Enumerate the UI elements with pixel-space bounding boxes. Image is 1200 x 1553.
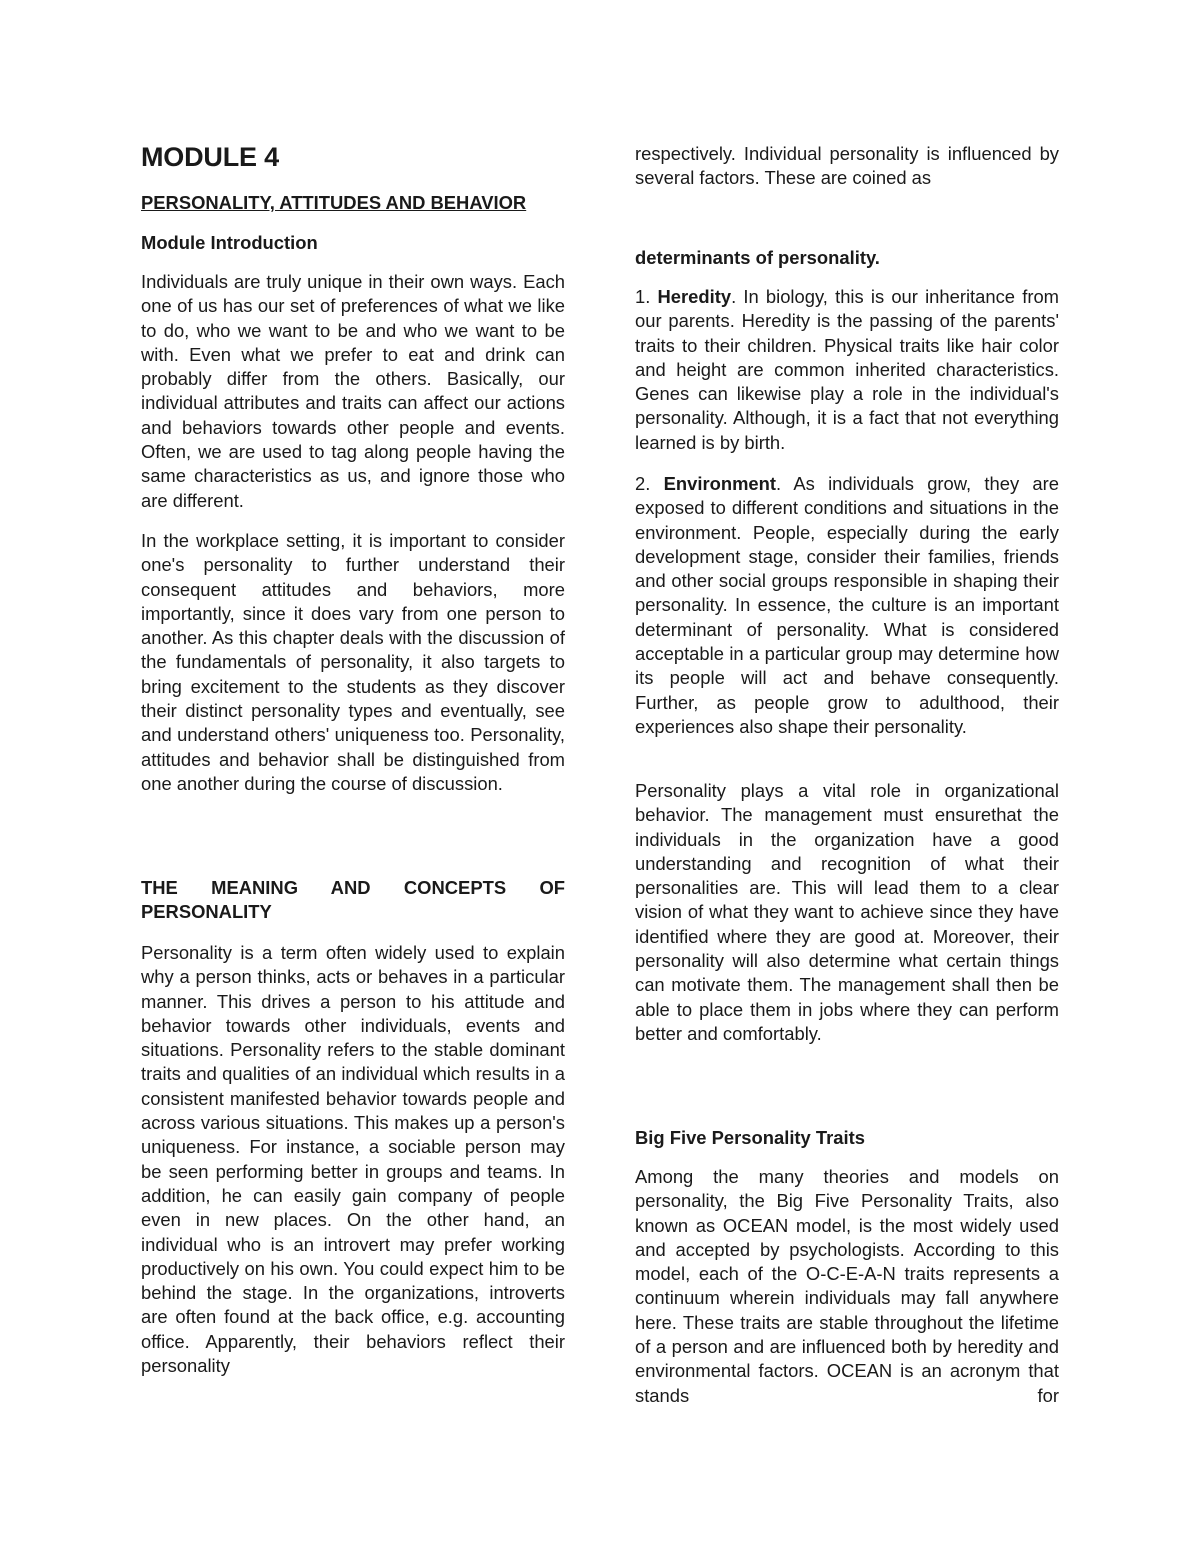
intro-paragraph-2: In the workplace setting, it is important to consider one's personality to further understand their consequent attitudes and behaviors, more importantly, since it does vary from one person to another. As this chapter deals with the discussion of the fundamentals of personality, it also targets to bring excitement to the students as they discover their distinct personality types and eventually, see and understand others' uniqueness too. Personality, attitudes and behavior shall be distinguished from one another during the course of discussion. [141, 530, 565, 794]
organization-paragraph: Personality plays a vital role in organizational behavior. The management must ensurethat the individuals in the organization have a good understanding and recognition of what their personalities are. This will lead them to a clear vision of what they want to achieve since they have identified where they are good at. Moreover, their personality will also determine what certain things can motivate them. The management shall then be able to place them in jobs where they can perform better and comfortably. [635, 780, 1059, 1044]
item-number: 2. [635, 473, 651, 494]
heredity-text: . In biology, this is our inheritance from our parents. Heredity is the passing of the parents' traits to their children. Physical traits like hair color and height are common inherited characteristics. Genes can likewise play a role in the individual's personality. Although, it is a fact that not everything learned is by birth. [635, 286, 1059, 453]
term-heredity: Heredity [657, 286, 732, 307]
determinants-heading: determinants of personality. [635, 247, 880, 268]
continued-paragraph: respectively. Individual personality is influenced by several factors. These are coined as [635, 143, 1059, 189]
section-subtitle: PERSONALITY, ATTITUDES AND BEHAVIOR [141, 192, 527, 213]
intro-heading: Module Introduction [141, 232, 318, 253]
bigfive-heading: Big Five Personality Traits [635, 1127, 865, 1148]
meaning-heading: THE MEANING AND CONCEPTS OF PERSONALITY [141, 877, 565, 923]
determinant-environment [635, 472, 1059, 739]
item-number: 1. [635, 286, 651, 307]
term-environment: Environment [663, 473, 777, 494]
meaning-paragraph: Personality is a term often widely used to explain why a person thinks, acts or behaves in a particular manner. This drives a person to his attitude and behavior towards other individuals, events and situations. Personality refers to the stable dominant traits and qualities of an individual which results in a consistent manifested behavior towards people and across various situations. This makes up a person's uniqueness. For instance, a sociable person may be seen performing better in groups and teams. In addition, he can easily gain company of people even in new places. On the other hand, an individual who is an introvert may prefer working productively on his own. You could expect him to be behind the stage. In the organizations, introverts are often found at the back office, e.g. accounting office. Apparently, their behaviors reflect their personality [141, 942, 565, 1377]
bigfive-paragraph: Among the many theories and models on personality, the Big Five Personality Traits, also known as OCEAN model, is the most widely used and accepted by psychologists. According to this model, each of the O-C-E-A-N traits represents a continuum wherein individuals may fall anywhere here. These traits are stable throughout the lifetime of a person and are influenced both by heredity and environmental factors. OCEAN is an acronym that stands for [635, 1166, 1059, 1406]
module-title: MODULE 4 [141, 142, 279, 172]
environment-text: . As individuals grow, they are exposed to different conditions and situations in the environment. People, especially during the early development stage, consider their families, friends and other social groups responsible in shaping their personality. In essence, the culture is an important determinant of personality. What is considered acceptable in a particular group may determine how its people will act and behave consequently. Further, as people grow to adulthood, their experiences also shape their personality. [635, 473, 1059, 737]
intro-paragraph-1: Individuals are truly unique in their own ways. Each one of us has our set of preferences of what we like to do, who we want to be and who we want to be with. Even what we prefer to eat and drink can probably differ from the others. Basically, our individual attributes and traits can affect our actions and behaviors towards other people and events. Often, we are used to tag along people having the same characteristics as us, and ignore those who are different. [141, 271, 565, 511]
determinant-heredity [635, 285, 1059, 455]
